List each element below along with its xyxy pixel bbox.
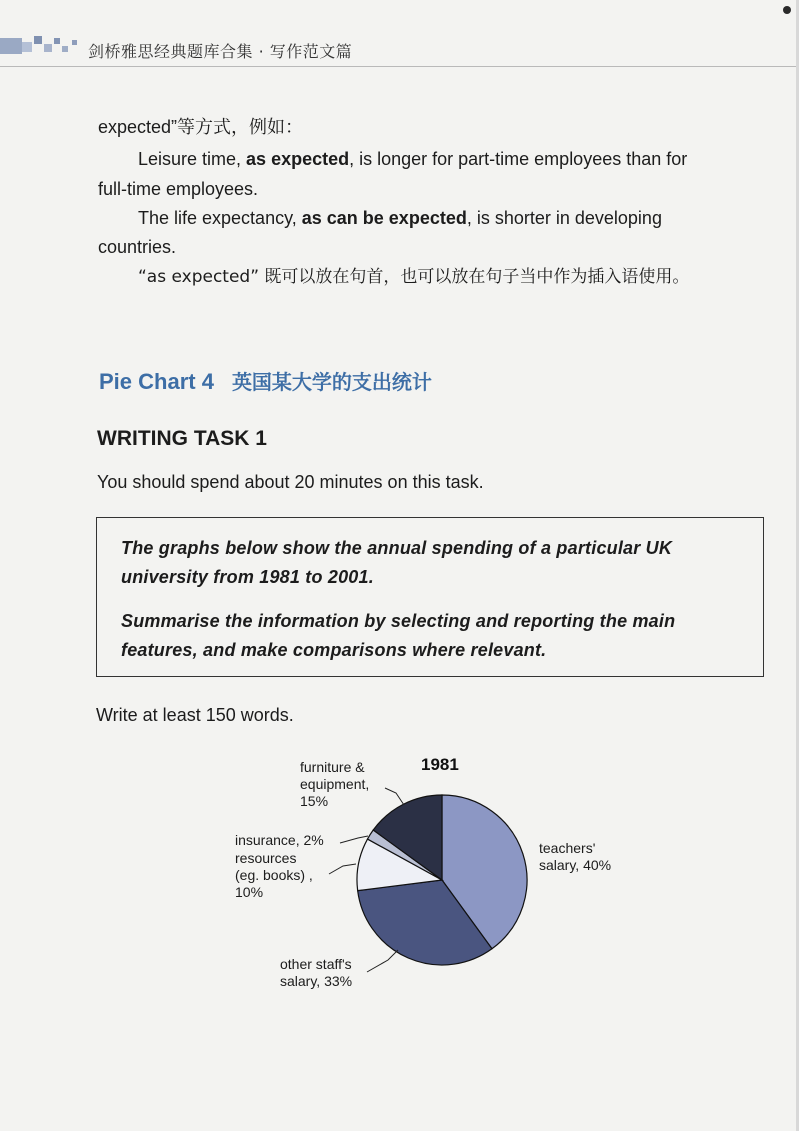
- task-instruction: You should spend about 20 minutes on this task.: [97, 472, 484, 492]
- prompt-line-1: The graphs below show the annual spending of a particular UK: [121, 538, 673, 558]
- usage-note: “as expected” 既可以放在句首，也可以放在句子当中作为插入语使用。: [138, 267, 690, 287]
- running-title: 剑桥雅思经典题库合集 · 写作范文篇: [88, 42, 353, 61]
- slice-label: other staff's salary, 33%: [280, 956, 353, 989]
- word-count-instruction: Write at least 150 words.: [96, 705, 294, 725]
- prompt-line-3: Summarise the information by selecting and reporting the main: [121, 611, 676, 631]
- example-1-cont: full-time employees.: [98, 179, 259, 199]
- leader-line: [329, 864, 356, 874]
- chart-title: 1981: [421, 755, 459, 774]
- prompt-line-2: university from 1981 to 2001.: [121, 567, 374, 587]
- example-1: Leisure time, as expected, is longer for part-time employees than for: [138, 149, 688, 169]
- example-2: The life expectancy, as can be expected, is shorter in developing: [138, 208, 662, 228]
- slice-label: teachers' salary, 40%: [539, 840, 612, 873]
- leader-line: [385, 788, 404, 805]
- leader-line: [367, 950, 398, 972]
- slice-label: furniture & equipment, 15%: [300, 759, 370, 809]
- task-title: WRITING TASK 1: [97, 427, 267, 450]
- leader-line: [340, 836, 368, 843]
- prompt-line-4: features, and make comparisons where relevant.: [121, 640, 547, 660]
- section-title: Pie Chart 4 英国某大学的支出统计: [99, 369, 432, 394]
- slice-label: resources (eg. books) , 10%: [235, 850, 313, 900]
- intro-line: expected”等方式，例如：: [98, 117, 304, 137]
- slice-label: insurance, 2%: [235, 832, 324, 848]
- example-2-cont: countries.: [98, 237, 177, 257]
- pie-slices: [357, 795, 527, 965]
